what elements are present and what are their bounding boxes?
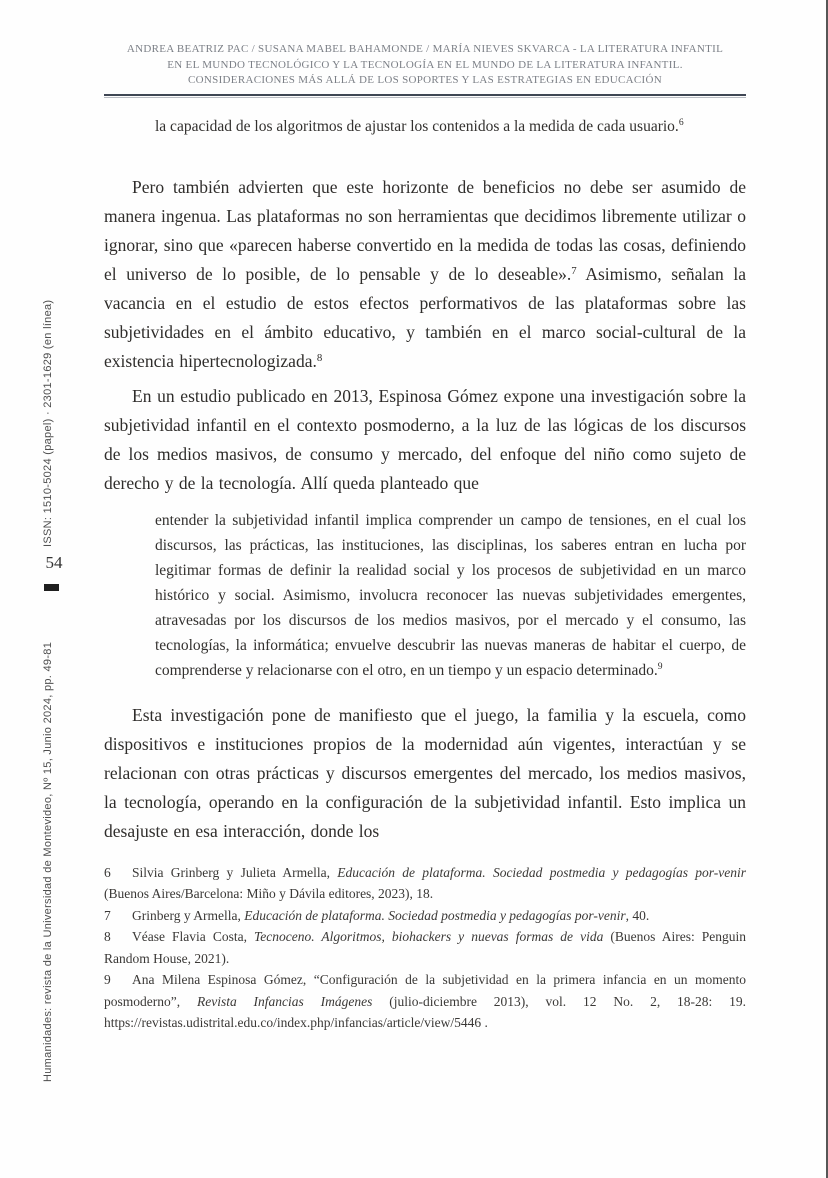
footnote-9-number: 9 [104,972,111,987]
footnote-6-text: Silvia Grinberg y Julieta Armella, Educación de plataforma. Sociedad postmedia y pedagogías por-venir (Buenos Aires/Barcelona: Miño y Dávila editores, 2023), 18. [104,864,746,901]
issn-vertical-label: ISSN: 1510-5024 (papel) · 2301-1629 (en línea) [42,299,54,547]
running-header [104,0,746,89]
footnote-7 [104,905,746,927]
footnote-7-text: Grinberg y Armella, Educación de plataforma. Sociedad postmedia y pedagogías por-venir, 40. [132,907,650,923]
page-number: 54 [45,553,63,572]
header-rule [104,94,746,98]
journal-vertical-label: Humanidades: revista de la Universidad de Montevideo, Nº 15, Junio 2024, pp. 49-81 [42,641,54,1082]
footnote-6 [104,862,746,905]
opening-quote: la capacidad de los algoritmos de ajustar los contenidos a la medida de cada usuario.$^6$ [155,117,684,135]
paragraph-1: Pero también advierten que este horizonte de beneficios no debe ser asumido de manera ingenua. Las plataformas no son herramientas que decidimos libremente utilizar o ignorar, sino que «parecen haberse convertido en la medida de todas las cosas, definiendo el universo de lo posible, de lo pensable y de lo deseable».$^7$ Asimismo, señalan la vacancia en el estudio de estos efectos performativos de las plataformas sobre las subjetividades en el ámbito educativo, y también en el marco social-cultural de la existencia hipertecnologizada.$^8$ [104,176,746,371]
block-quote: entender la subjetividad infantil implica comprender un campo de tensiones, en el cual los discursos, las prácticas, las instituciones, las disciplinas, los saberes entran en lucha por legitimar formas de definir la realidad social y los procesos de subjetividad en un marco histórico y social. Asimismo, involucra reconocer las nuevas subjetividades emergentes, atravesadas por los discursos de los medios masivos, por el mercado y el consumo, las tecnologías, la informática; envuelve descubrir las nuevas maneras de habitar el cuerpo, de comprenderse y relacionarse con el otro, en un tiempo y un espacio determinado.$^9$ [155,511,746,679]
footnote-8-number: 8 [104,929,111,944]
running-header-line2: EN EL MUNDO TECNOLÓGICO Y LA TECNOLOGÍA EN EL MUNDO DE LA LITERATURA INFANTIL. [167,58,683,71]
footnote-9-text: Ana Milena Espinosa Gómez, “Configuración de la subjetividad en la primera infancia en un momento posmoderno”, Revista Infancias Imágenes (julio-diciembre 2013), vol. 12 No. 2, 18-28: 19. https://revistas.udistrital.edu.co/index.php/infancias/article/view/5446 . [104,972,747,1030]
running-header-line3: CONSIDERACIONES MÁS ALLÁ DE LOS SOPORTES Y LAS ESTRATEGIAS EN EDUCACIÓN [188,74,662,86]
footnotes-section [104,862,746,1034]
footnote-8-text: Véase Flavia Costa, Tecnoceno. Algoritmos, biohackers y nuevas formas de vida (Buenos Aires: Penguin Random House, 2021). [104,929,746,966]
paragraph-3: Esta investigación pone de manifiesto que el juego, la familia y la escuela, como dispositivos e instituciones propios de la modernidad aún vigentes, interactúan y se relacionan con otras prácticas y discursos emergentes del mercado, los medios masivos, la tecnología, operando en la configuración de la subjetividad infantil. Esto implica un desajuste en esa interacción, donde los [104,704,746,841]
running-header-line1: ANDREA BEATRIZ PAC / SUSANA MABEL BAHAMONDE / MARÍA NIEVES SKVARCA - LA LITERATURA INFANTIL [126,43,724,55]
article-content [104,0,746,1034]
footnote-8 [104,926,746,969]
page-number-marker [44,584,59,591]
paragraph-2: En un estudio publicado en 2013, Espinosa Gómez expone una investigación sobre la subjetividad infantil en el contexto posmoderno, a la luz de las lógicas de los discursos de los medios masivos, de consumo y mercado, del enfoque del niño como sujeto de derecho y de la tecnología. Allí queda planteado que [104,385,746,493]
footnote-9 [104,969,746,1034]
footnote-6-number: 6 [104,864,111,880]
footnote-7-number: 7 [104,907,111,923]
